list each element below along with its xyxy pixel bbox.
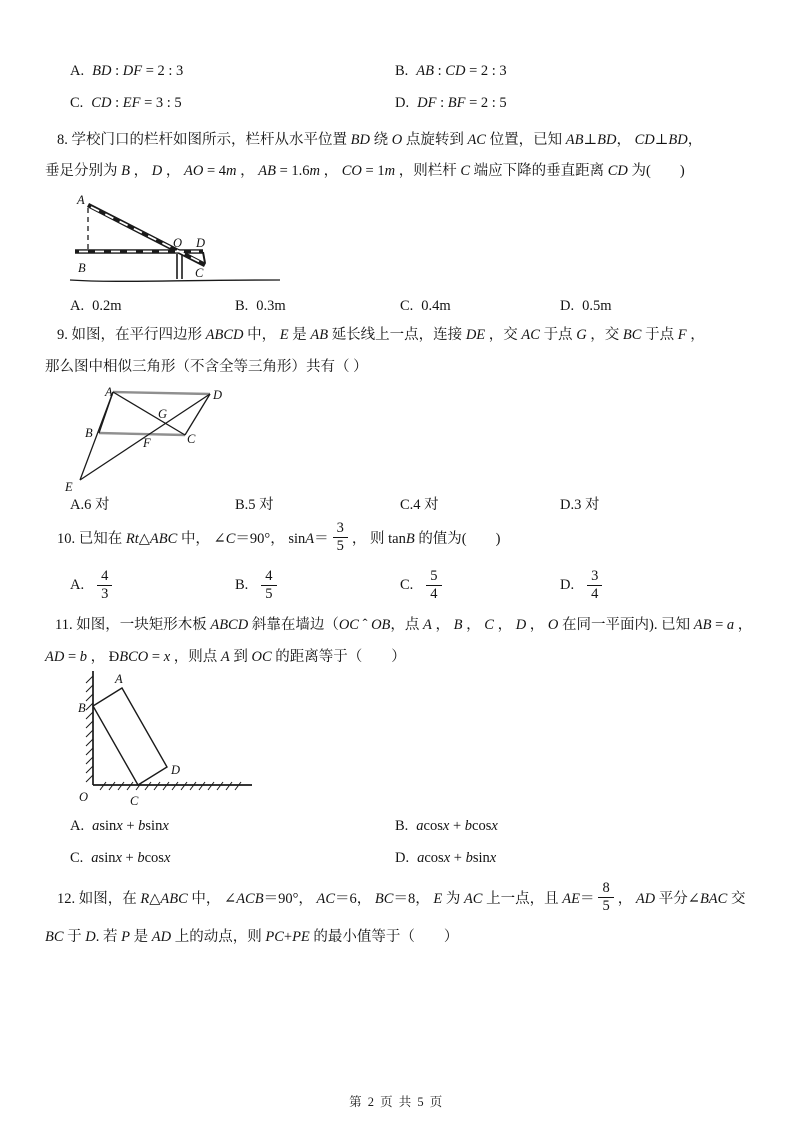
question-10-text-after: ， 则 tanB 的值为( ) [351, 530, 501, 547]
q8-barrier-figure [55, 192, 290, 287]
option-label: C. [400, 298, 414, 314]
fraction [333, 520, 348, 554]
option-text: 3 对 [574, 497, 600, 513]
fraction [261, 568, 276, 602]
option-cell [400, 496, 439, 515]
option-text: acosx + bcosx [416, 818, 498, 834]
fraction-numerator: 8 [598, 880, 613, 898]
point-label-e: E [65, 480, 73, 494]
parallelogram-gray-edges [99, 392, 210, 435]
option-label: C. [70, 850, 84, 866]
option-label: B. [235, 298, 249, 314]
option-label: C. [70, 95, 84, 111]
option-text: 0.5m [582, 298, 612, 314]
question-9-line-2: 那么图中相似三角形（不含全等三角形）共有（ ） [45, 359, 368, 375]
option-cell [70, 849, 170, 868]
option-text: acosx + bsinx [417, 850, 497, 866]
option-cell [395, 62, 507, 81]
page-footer: 第 2 页 共 5 页 [349, 1095, 444, 1109]
option-text: BD : DF = 2 : 3 [92, 63, 184, 79]
option-cell [395, 849, 496, 868]
q9-parallelogram-figure [55, 383, 270, 495]
option-text: 0.2m [92, 298, 122, 314]
option-label: B. [395, 818, 409, 834]
point-label-b: B [85, 426, 93, 440]
question-12-text-before: 12. 如图，在 R△ABC 中， ∠ACB＝90°， AC＝6， BC＝8， E 为 AC 上一点，且 AE＝ [57, 890, 595, 907]
fraction-denominator: 5 [602, 897, 610, 914]
question-11-line-2: AD = b ， ÐBCO = x ，则点 A 到 OC 的距离等于（ ） [45, 649, 406, 665]
fraction [598, 880, 613, 914]
option-text: 5 对 [248, 497, 274, 513]
point-label-o: O [79, 790, 89, 804]
fraction-denominator: 5 [265, 585, 273, 602]
option-cell [70, 62, 183, 81]
option-text: 4 对 [413, 497, 439, 513]
question-12-line-1 [57, 880, 745, 914]
fraction-numerator: 4 [261, 568, 276, 586]
option-text: asinx + bcosx [91, 850, 171, 866]
point-label-f: F [143, 436, 151, 450]
option-cell [70, 568, 116, 602]
point-label-d: D [171, 763, 181, 777]
option-text: 0.3m [256, 298, 286, 314]
option-label: B. [235, 576, 249, 593]
point-label-d: D [196, 236, 206, 250]
option-label: C. [400, 497, 414, 513]
fraction [97, 568, 112, 602]
barrier-stripes [79, 207, 202, 263]
option-label: D. [560, 298, 575, 314]
point-label-o: O [173, 236, 183, 250]
fraction-numerator: 4 [97, 568, 112, 586]
fraction-denominator: 5 [336, 537, 344, 554]
leaning-board [93, 688, 167, 785]
question-9-line-1: 9. 如图，在平行四边形 ABCD 中， E 是 AB 延长线上一点，连接 DE ，交 AC 于点 G ，交 BC 于点 F ， [57, 327, 705, 343]
question-8-line-2: 垂足分别为 B ， D ， AO = 4m ， AB = 1.6m ， CO = 1m ，则栏杆 C 端应下降的垂直距离 CD 为( ) [45, 163, 685, 179]
point-label-b: B [78, 261, 86, 275]
fraction [426, 568, 441, 602]
option-label: D. [560, 497, 575, 513]
option-cell [395, 817, 498, 836]
option-cell [560, 297, 612, 316]
option-cell [400, 568, 446, 602]
fraction-denominator: 4 [591, 585, 599, 602]
option-text: DF : BF = 2 : 5 [417, 95, 507, 111]
question-11-line-1: 11. 如图，一块矩形木板 ABCD 斜靠在墙边（OC ˆ OB，点 A ， B ， C ， D ， O 在同一平面内). 已知 AB = a ， [55, 617, 753, 633]
question-12-line-2: BC 于 D. 若 P 是 AD 上的动点，则 PC+PE 的最小值等于（ ） [45, 929, 459, 945]
option-cell [235, 496, 274, 515]
question-10-text-before: 10. 已知在 Rt△ABC 中， ∠C＝90°， sinA＝ [57, 530, 329, 547]
fraction-numerator: 3 [587, 568, 602, 586]
question-10-text [57, 520, 500, 554]
option-cell [560, 568, 606, 602]
option-text: asinx + bsinx [92, 818, 169, 834]
point-label-d: D [213, 388, 223, 402]
option-text: AB : CD = 2 : 3 [416, 63, 507, 79]
option-cell [235, 297, 286, 316]
question-8-line-1: 8. 学校门口的栏杆如图所示，栏杆从水平位置 BD 绕 O 点旋转到 AC 位置，已知 AB⊥BD， CD⊥BD， [57, 132, 703, 148]
option-text: 6 对 [84, 497, 110, 513]
option-cell [400, 297, 451, 316]
fraction-denominator: 3 [101, 585, 109, 602]
option-label: A. [70, 298, 85, 314]
option-cell [560, 496, 599, 515]
option-label: A. [70, 818, 85, 834]
fraction-numerator: 3 [333, 520, 348, 538]
option-text: 0.4m [421, 298, 451, 314]
option-cell [70, 817, 169, 836]
option-cell [70, 496, 109, 515]
ground-hatching [100, 782, 241, 790]
option-label: A. [70, 63, 85, 79]
option-cell [235, 568, 281, 602]
wall-hatching [86, 676, 93, 782]
option-label: B. [235, 497, 249, 513]
option-label: A. [70, 497, 85, 513]
option-label: C. [400, 576, 414, 593]
fraction-denominator: 4 [430, 585, 438, 602]
option-label: D. [395, 95, 410, 111]
option-label: B. [395, 63, 409, 79]
option-label: A. [70, 576, 85, 593]
question-12-text-after: ， AD 平分∠BAC 交 [617, 890, 746, 907]
option-text: CD : EF = 3 : 5 [91, 95, 182, 111]
option-label: D. [395, 850, 410, 866]
point-label-c: C [195, 266, 204, 280]
point-label-a: A [115, 672, 123, 686]
point-label-c: C [187, 432, 196, 446]
point-label-b: B [78, 701, 86, 715]
option-cell [70, 297, 122, 316]
fraction [587, 568, 602, 602]
point-label-c: C [130, 794, 139, 808]
point-label-g: G [158, 407, 168, 421]
option-cell [395, 94, 507, 113]
point-label-a: A [105, 385, 113, 399]
fraction-numerator: 5 [426, 568, 441, 586]
point-label-a: A [77, 193, 85, 207]
option-label: D. [560, 576, 575, 593]
option-cell [70, 94, 182, 113]
q11-wall-board-figure [60, 668, 260, 812]
